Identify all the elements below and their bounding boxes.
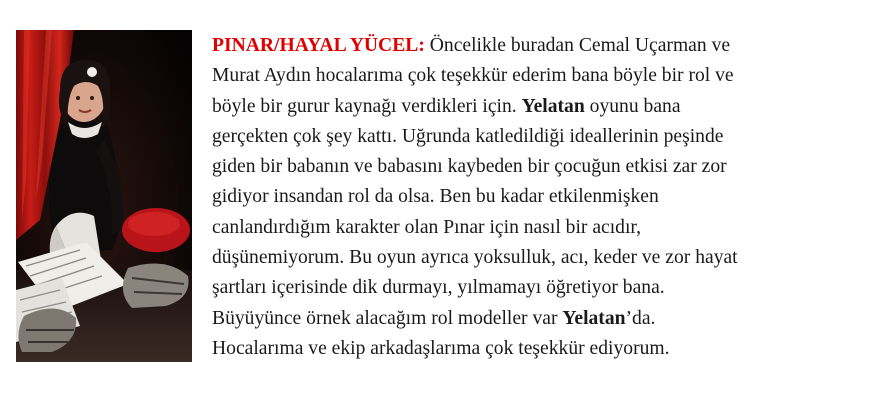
article-line xyxy=(212,61,862,91)
text-run: oyunu bana xyxy=(584,95,681,117)
text-run: giden bir babanın ve babasını kaybeden bir çocuğun etkisi zar zor xyxy=(212,156,727,178)
play-title: Yelatan xyxy=(562,307,626,329)
theatre-photo xyxy=(16,30,192,362)
speaker-name: PINAR/HAYAL YÜCEL: xyxy=(212,35,425,56)
article-line xyxy=(212,122,862,152)
text-run: böyle bir gurur kaynağı verdikleri için. xyxy=(212,95,522,117)
text-run: düşünemiyorum. Bu oyun ayrıca yoksulluk, acı, keder ve zor hayat xyxy=(212,247,738,269)
article-paragraph xyxy=(212,31,862,364)
article-line xyxy=(212,213,862,243)
text-run: ’da. xyxy=(625,307,656,329)
play-title: Yelatan xyxy=(521,95,585,117)
text-run: gerçekten çok şey kattı. Uğrunda katledildiği ideallerinin peşinde xyxy=(212,125,724,147)
text-run: şartları içerisinde dik durmayı, yılmamayı öğretiyor bana. xyxy=(212,277,665,299)
article-line xyxy=(212,31,862,61)
text-run: Hocalarıma ve ekip arkadaşlarıma çok teşekkür ediyorum. xyxy=(212,337,670,359)
article-line xyxy=(212,92,862,122)
article-line xyxy=(212,243,862,273)
text-run: canlandırdığım karakter olan Pınar için nasıl bir acıdır, xyxy=(212,216,642,238)
text-run: Büyüyünce örnek alacağım rol modeller var xyxy=(212,307,563,329)
text-run: gidiyor insandan rol da olsa. Ben bu kadar etkilenmişken xyxy=(212,186,659,208)
text-run: Murat Aydın hocalarıma çok teşekkür ederim bana böyle bir rol ve xyxy=(212,65,734,87)
article-line xyxy=(212,182,862,212)
article-line xyxy=(212,334,862,364)
text-run: Öncelikle buradan Cemal Uçarman ve xyxy=(424,35,731,56)
article-line xyxy=(212,273,862,303)
article-line xyxy=(212,304,862,334)
article-line xyxy=(212,152,862,182)
